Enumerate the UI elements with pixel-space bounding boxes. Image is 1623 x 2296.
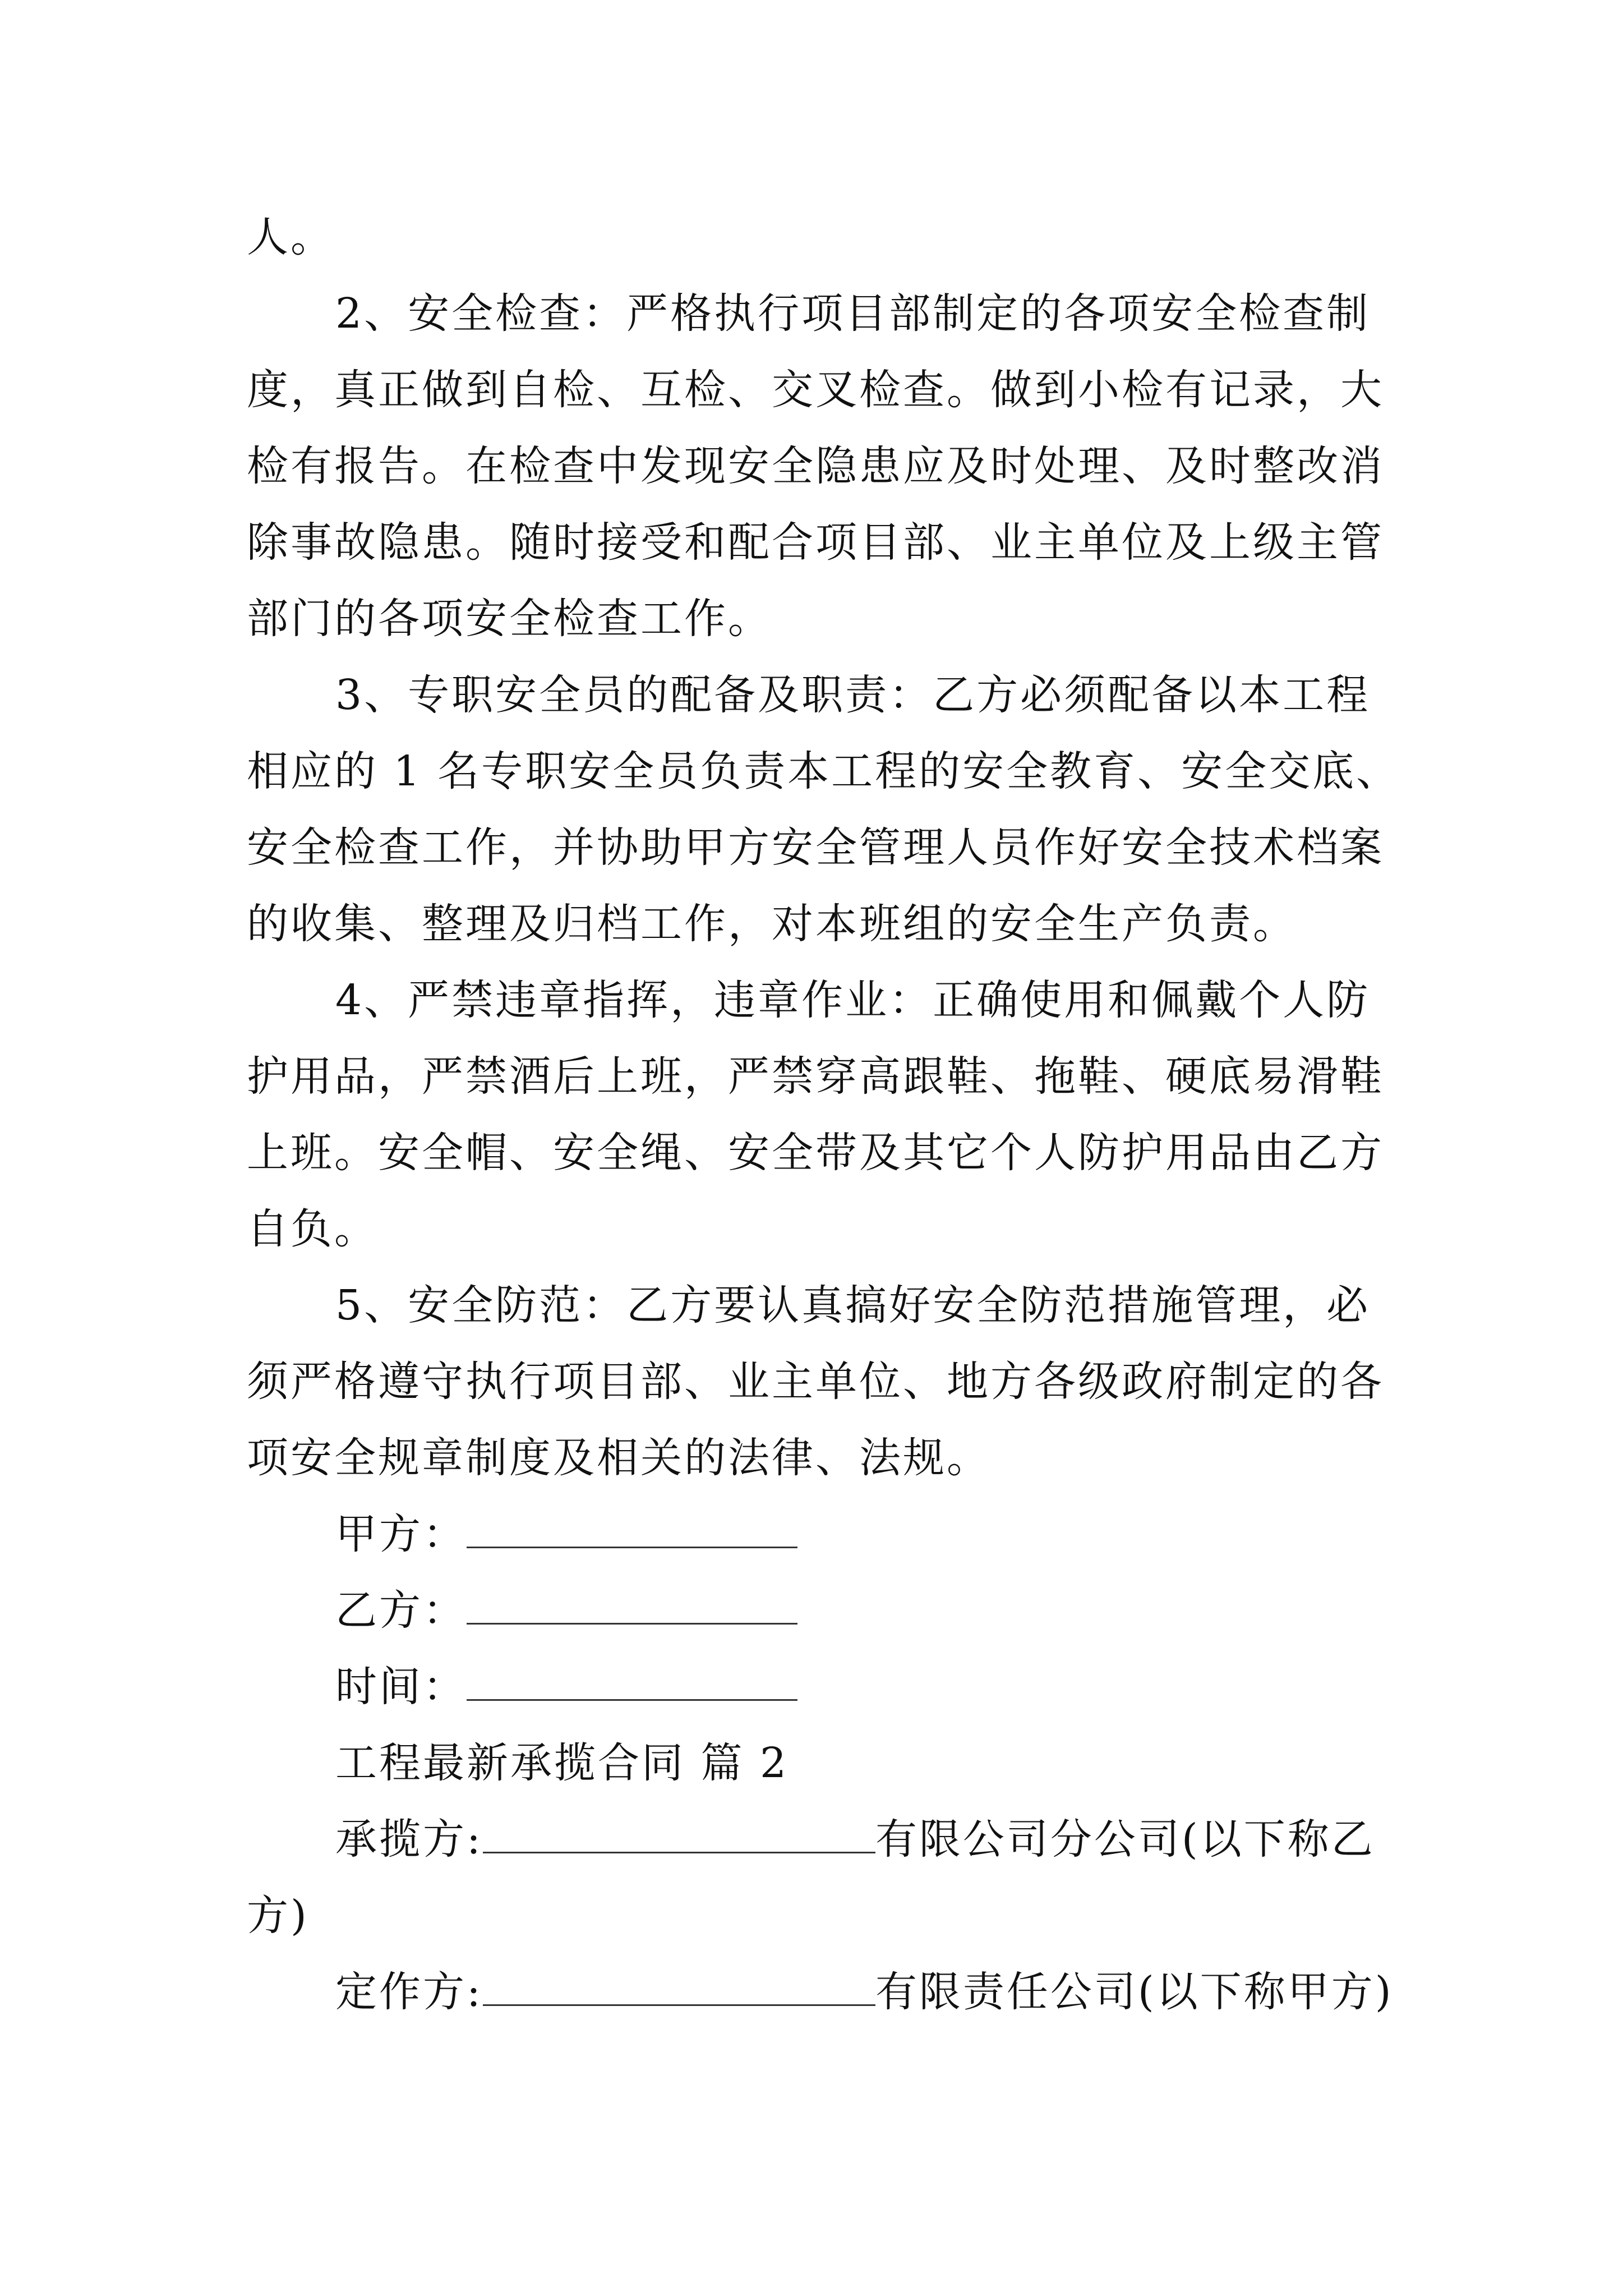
client-label: 定作方: (335, 1968, 483, 2016)
contractor-suffix: 有限公司分公司(以下称乙 (875, 1815, 1375, 1864)
clause-line: 护用品，严禁酒后上班，严禁穿高跟鞋、拖鞋、硬底易滑鞋 (247, 1052, 1384, 1101)
signature-time (247, 1649, 1374, 1725)
clause-line: 除事故隐患。随时接受和配合项目部、业主单位及上级主管 (247, 518, 1384, 567)
contractor-line-continued: 方) (247, 1892, 309, 1940)
party-a-blank[interactable] (467, 1513, 797, 1548)
clause-safety-officer (247, 657, 1400, 962)
clause-line: 度，真正做到自检、互检、交叉检查。做到小检有记录，大 (247, 366, 1384, 414)
party-b-label: 乙方： (335, 1586, 467, 1635)
clause-line: 部门的各项安全检查工作。 (247, 595, 772, 643)
clause-safety-prevention (247, 1267, 1384, 1496)
document-body (247, 199, 1400, 2030)
clause-line: 自负。 (247, 1205, 378, 1253)
party-a-label: 甲方： (335, 1510, 467, 1558)
clause-safety-inspection (247, 275, 1384, 657)
client-suffix: 有限责任公司(以下称甲方) (875, 1968, 1394, 2016)
section-title: 工程最新承揽合同 篇 2 (335, 1739, 789, 1787)
contractor-line (247, 1801, 1374, 1878)
contractor-label: 承揽方: (335, 1815, 483, 1864)
clause-line: 检有报告。在检查中发现安全隐患应及时处理、及时整改消 (247, 442, 1384, 490)
clause-prohibit-violations (247, 962, 1384, 1267)
time-blank[interactable] (467, 1665, 797, 1701)
clause-line: 相应的 1 名专职安全员负责本工程的安全教育、安全交底、 (247, 747, 1400, 795)
paragraph-continuation: 人。 (247, 213, 334, 261)
clause-line: 5、安全防范：乙方要认真搞好安全防范措施管理，必 (335, 1281, 1371, 1329)
clause-line: 上班。安全帽、安全绳、安全带及其它个人防护用品由乙方 (247, 1129, 1384, 1177)
clause-line: 的收集、整理及归档工作，对本班组的安全生产负责。 (247, 900, 1297, 948)
party-b-blank[interactable] (467, 1589, 797, 1625)
signature-party-b (247, 1572, 1374, 1649)
clause-line: 须严格遵守执行项目部、业主单位、地方各级政府制定的各 (247, 1358, 1384, 1406)
client-line (247, 1954, 1394, 2030)
clause-line: 3、专职安全员的配备及职责：乙方必须配备以本工程 (335, 671, 1371, 719)
clause-line: 4、严禁违章指挥，违章作业：正确使用和佩戴个人防 (335, 976, 1371, 1024)
clause-line: 项安全规章制度及相关的法律、法规。 (247, 1434, 990, 1482)
clause-line: 安全检查工作，并协助甲方安全管理人员作好安全技术档案 (247, 823, 1384, 872)
signature-party-a (247, 1496, 1374, 1572)
time-label: 时间： (335, 1663, 467, 1711)
clause-line: 2、安全检查：严格执行项目部制定的各项安全检查制 (335, 289, 1371, 338)
contractor-blank[interactable] (483, 1818, 875, 1853)
client-blank[interactable] (483, 1971, 875, 2006)
